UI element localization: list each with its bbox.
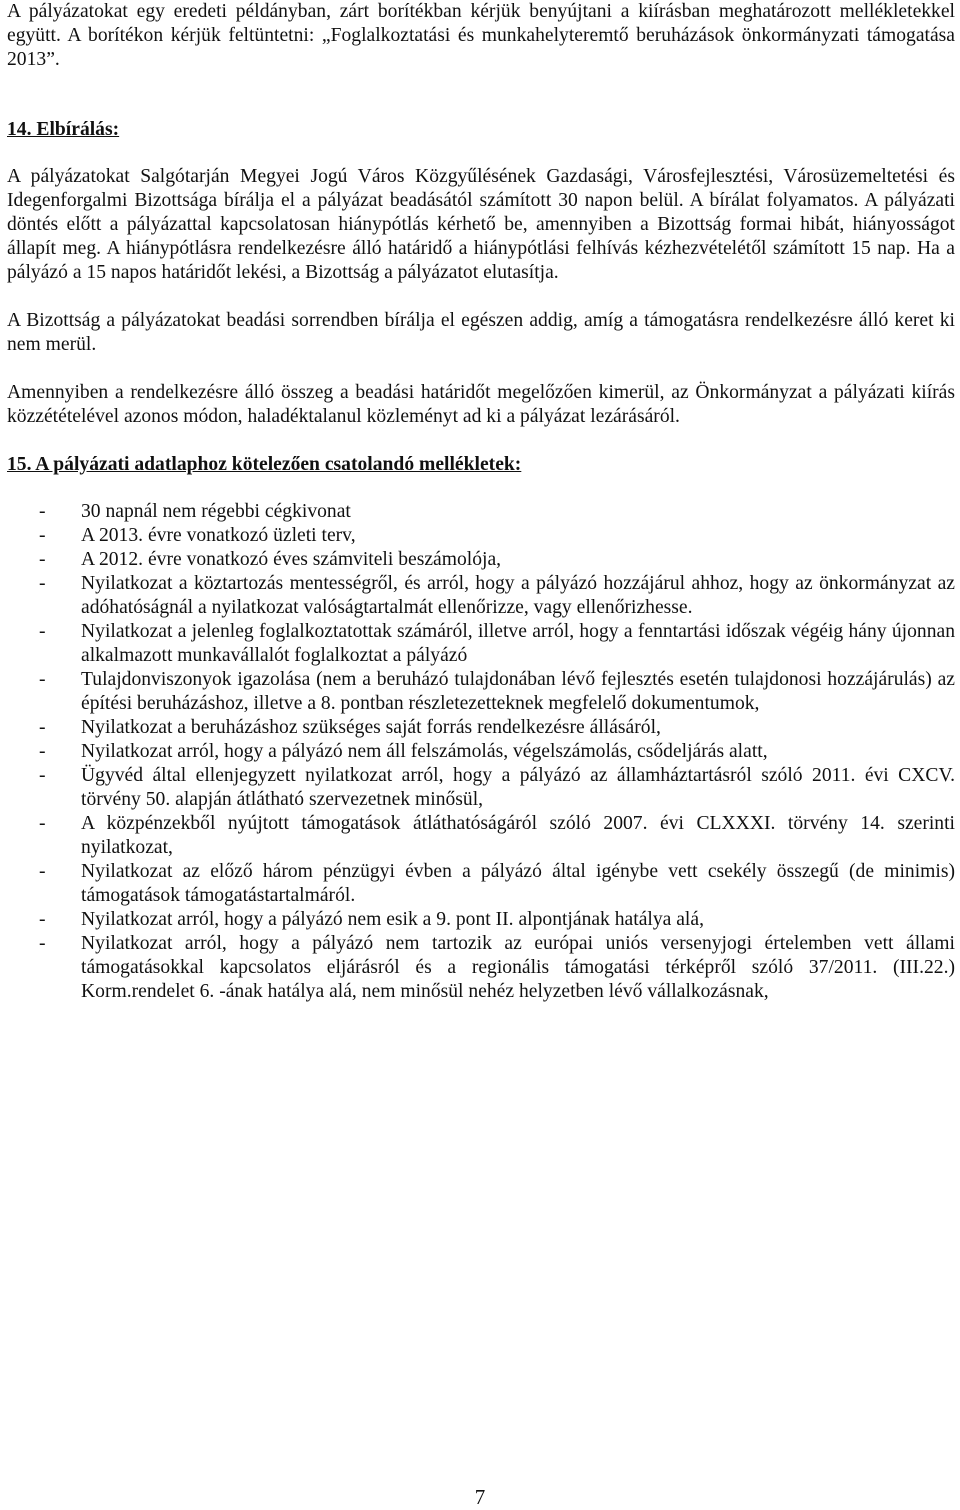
intro-paragraph: A pályázatokat egy eredeti példányban, zárt borítékban kérjük benyújtani a kiírásban meghatározott mellékletekkel együtt. A borítékon kérjük feltüntetni: „Foglalkoztatási és munkahelyteremtő beruházások önkormányzati támogatása 2013”. [7,1,955,70]
list-dash: - [39,765,46,786]
list-dash: - [39,573,46,594]
list-dash: - [39,621,46,642]
list-item-text: Nyilatkozat a köztartozás mentességről, és arról, hogy a pályázó hozzájárul ahhoz, hogy az önkormányzat az adóhatóságnál a nyilatkozat valóságtartalmát ellenőrizze, vagy ellenőrizhesse. [81,573,955,618]
list-item [7,908,955,932]
list-item [7,764,955,812]
list-item [7,524,955,548]
list-item-text: 30 napnál nem régebbi cégkivonat [81,501,351,522]
list-item-text: Ügyvéd által ellenjegyzett nyilatkozat arról, hogy a pályázó az államháztartásról szóló 2011. évi CXCV. törvény 50. alapján átlátható szervezetnek minősül, [81,765,955,810]
list-item-text: Nyilatkozat az előző három pénzügyi évben a pályázó által igénybe vett csekély összegű (de minimis) támogatások támogatástartalmáról. [81,861,955,906]
list-item [7,932,955,1004]
list-dash: - [39,933,46,954]
list-item [7,716,955,740]
list-item-text: Nyilatkozat arról, hogy a pályázó nem áll felszámolás, végelszámolás, csődeljárás alatt, [81,741,768,762]
list-item-text: A közpénzekből nyújtott támogatások átláthatóságáról szóló 2007. évi CLXXXI. törvény 14. szerinti nyilatkozat, [81,813,955,858]
list-dash: - [39,861,46,882]
list-item [7,812,955,860]
list-item-text: A 2012. évre vonatkozó éves számviteli beszámolója, [81,549,502,570]
list-item [7,860,955,908]
page-number: 7 [474,1485,486,1509]
section-14-paragraph-3: Amennyiben a rendelkezésre álló összeg a beadási határidőt megelőzően kimerül, az Önkormányzat a pályázati kiírás közzétételével azonos módon, haladéktalanul közleményt ad ki a pályázat lezárásáról. [7,382,955,427]
list-item-text: Nyilatkozat a beruházáshoz szükséges saját forrás rendelkezésre állásáról, [81,717,661,738]
list-item-text: Nyilatkozat a jelenleg foglalkoztatottak számáról, illetve arról, hogy a fenntartási időszak végéig hány újonnan alkalmazott munkavállalót foglalkoztat a pályázó [81,621,955,666]
list-item [7,668,955,716]
list-item [7,500,955,524]
list-item-text: Nyilatkozat arról, hogy a pályázó nem tartozik az európai uniós versenyjogi értelemben vett állami támogatásokkal kapcsolatos eljárásról és a regionális támogatási térképről szóló 37/2011. (III.22.) Korm.rendelet 6. -ának hatálya alá, nem minősül nehéz helyzetben lévő vállalkozásnak, [81,933,955,1002]
list-dash: - [39,669,46,690]
list-item-text: A 2013. évre vonatkozó üzleti terv, [81,525,356,546]
list-dash: - [39,741,46,762]
section-14-heading: 14. Elbírálás: [7,119,120,140]
section-15-heading: 15. A pályázati adatlaphoz kötelezően csatolandó mellékletek: [7,454,522,475]
list-dash: - [39,501,46,522]
list-dash: - [39,717,46,738]
list-item [7,572,955,620]
list-dash: - [39,549,46,570]
list-item [7,548,955,572]
list-item-text: Nyilatkozat arról, hogy a pályázó nem esik a 9. pont II. alpontjának hatálya alá, [81,909,704,930]
document-page [7,0,955,1004]
section-14-paragraph-2: A Bizottság a pályázatokat beadási sorrendben bírálja el egészen addig, amíg a támogatásra rendelkezésre álló keret ki nem merül. [7,310,955,355]
list-dash: - [39,525,46,546]
list-item-text: Tulajdonviszonyok igazolása (nem a beruházó tulajdonában lévő fejlesztés esetén tulajdonosi hozzájárulás) az építési beruházáshoz, illetve a 8. pontban részletezetteknek megfelelő dokumentumok, [81,669,955,714]
list-dash: - [39,813,46,834]
attachments-list [7,500,955,1004]
section-14-paragraph-1: A pályázatokat Salgótarján Megyei Jogú Város Közgyűlésének Gazdasági, Városfejlesztési, Városüzemeltetési és Idegenforgalmi Bizottsága bírálja el a pályázat beadásától számított 30 napon belül. A bírálat folyamatos. A pályázati döntés előtt a pályázattal kapcsolatosan hiánypótlás kérhető be, amennyiben a Bizottság formai hibát, hiányosságot állapít meg. A hiánypótlásra rendelkezésre álló határidő a hiánypótlási felhívás kézhezvételétől számított 15 nap. Ha a pályázó a 15 napos határidőt lekési, a Bizottság a pályázatot elutasítja. [7,166,955,283]
list-item [7,740,955,764]
list-item [7,620,955,668]
list-dash: - [39,909,46,930]
